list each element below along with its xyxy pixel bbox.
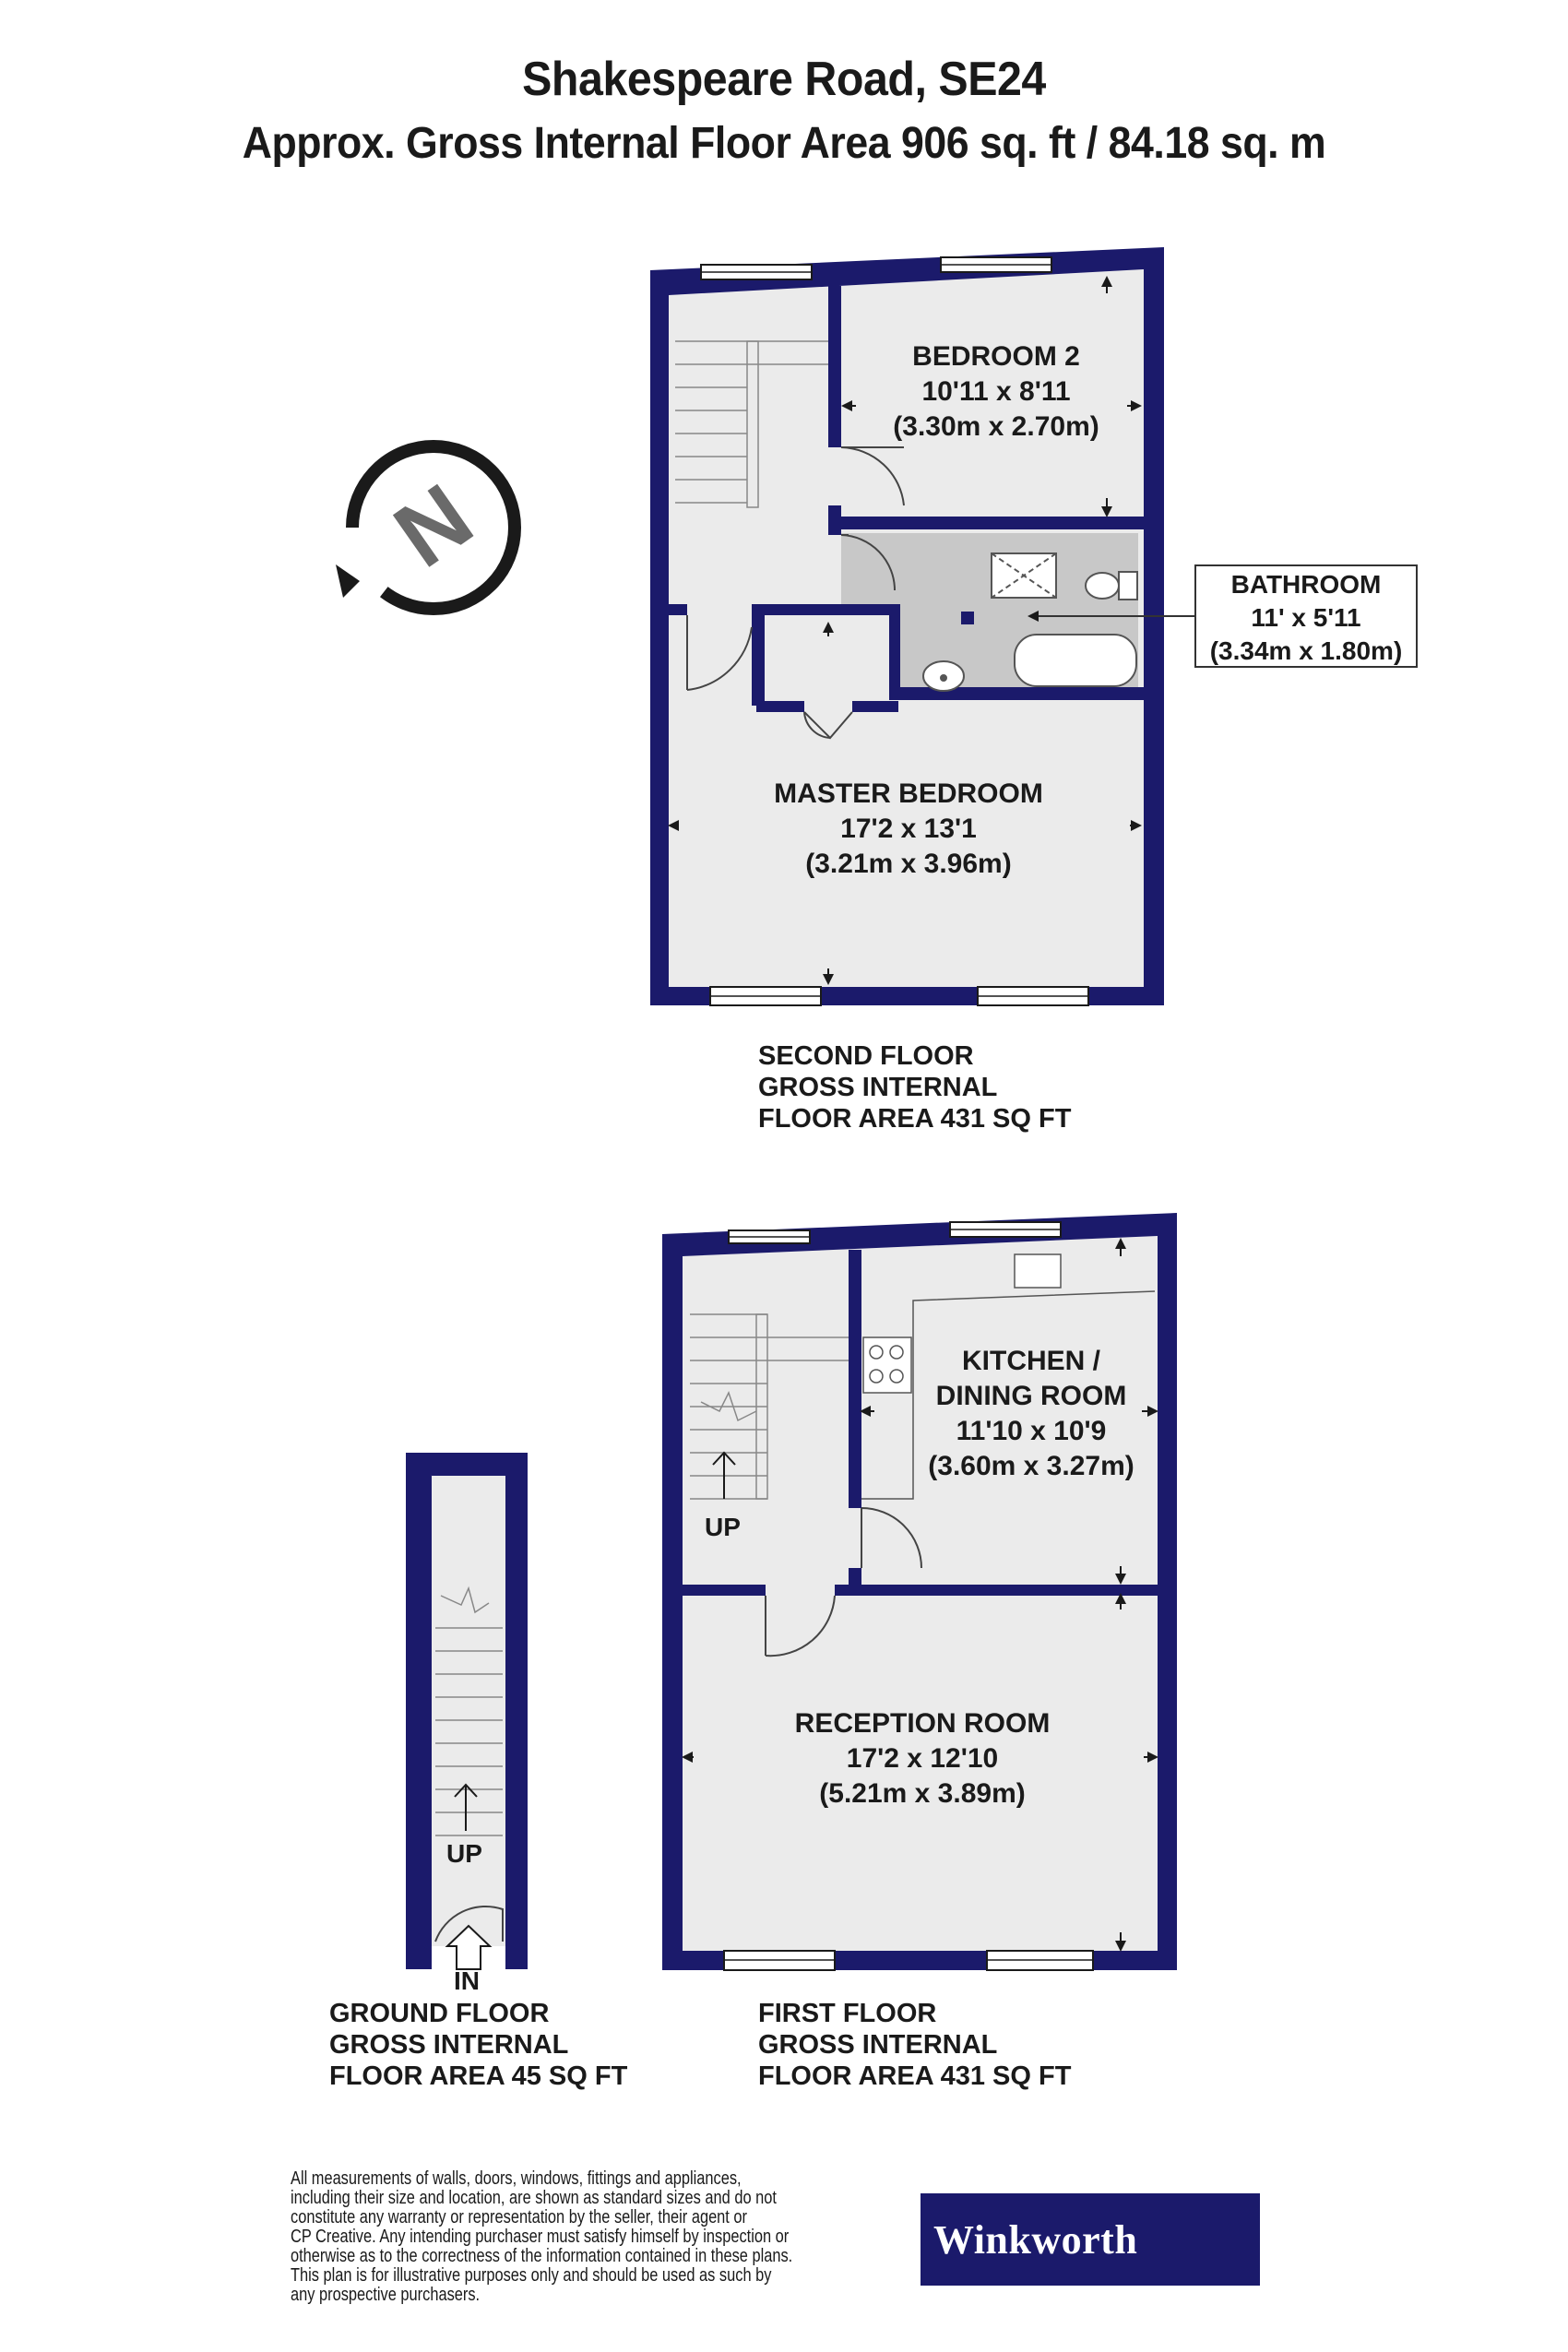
- room-imperial: 17'2 x 13'1: [840, 814, 977, 844]
- bedroom2-label: [893, 339, 1099, 445]
- second-floor-area-label: [758, 1040, 1071, 1134]
- room-metric: (3.34m x 1.80m): [1209, 636, 1403, 665]
- bathroom-label-box: [1194, 564, 1418, 668]
- internal-wall: [756, 701, 804, 712]
- room-name: MASTER BEDROOM: [774, 778, 1043, 809]
- room-imperial: 11' x 5'11: [1251, 603, 1361, 632]
- disclaimer-line: All measurements of walls, doors, windows, fittings and appliances,: [291, 2168, 742, 2189]
- floor-label-line: FLOOR AREA 431 SQ FT: [758, 1104, 1072, 1134]
- door-jamb: [828, 505, 841, 528]
- room-metric: (3.30m x 2.70m): [893, 411, 1099, 442]
- kitchen-dining-label: [928, 1344, 1134, 1484]
- first-floor-plan: [662, 1213, 1177, 1970]
- ground-floor-up-label: UP: [446, 1839, 482, 1868]
- floor-label-line: FIRST FLOOR: [758, 1999, 937, 2028]
- disclaimer-line: CP Creative. Any intending purchaser must satisfy himself by inspection or: [291, 2227, 790, 2247]
- floor-label-line: GROSS INTERNAL: [329, 2030, 569, 2060]
- brand-name: Winkworth: [933, 2216, 1138, 2263]
- ground-floor-area-label: [329, 1998, 627, 2092]
- internal-wall: [752, 604, 765, 706]
- room-metric: (3.21m x 3.96m): [805, 849, 1012, 879]
- floor-label-line: SECOND FLOOR: [758, 1041, 974, 1071]
- internal-wall: [835, 1585, 1158, 1596]
- plan-address-title: Shakespeare Road, SE24: [522, 53, 1046, 106]
- ground-floor-fill: [432, 1476, 505, 1951]
- disclaimer-line: This plan is for illustrative purposes only and should be used as such by: [291, 2265, 772, 2286]
- internal-wall: [828, 517, 1144, 529]
- first-floor-area-label: [758, 1998, 1071, 2092]
- room-imperial: 17'2 x 12'10: [846, 1743, 999, 1774]
- internal-wall: [669, 604, 687, 615]
- toilet: [1086, 573, 1119, 599]
- room-imperial: 10'11 x 8'11: [921, 376, 1071, 407]
- ground-floor-plan: [406, 1453, 528, 1969]
- internal-wall: [852, 701, 898, 712]
- internal-wall: [889, 687, 1144, 700]
- internal-wall: [828, 286, 841, 447]
- room-name: BATHROOM: [1230, 570, 1382, 599]
- plan-area-title: Approx. Gross Internal Floor Area 906 sq. ft / 84.18 sq. m: [242, 119, 1326, 168]
- kitchen-sink: [1015, 1254, 1061, 1288]
- floor-label-line: FLOOR AREA 45 SQ FT: [329, 2061, 628, 2091]
- room-name: RECEPTION ROOM: [794, 1708, 1051, 1739]
- disclaimer-text: [291, 2169, 835, 2305]
- room-metric: (5.21m x 3.89m): [819, 1778, 1026, 1809]
- bathtub: [1015, 635, 1136, 686]
- room-name: BEDROOM 2: [912, 341, 1080, 372]
- skylight-marker: [961, 612, 974, 624]
- internal-wall: [849, 1250, 861, 1508]
- floor-label-line: GROSS INTERNAL: [758, 1073, 998, 1102]
- hob: [863, 1337, 911, 1393]
- room-name: DINING ROOM: [935, 1381, 1127, 1411]
- room-metric: (3.60m x 3.27m): [928, 1451, 1134, 1481]
- room-imperial: 11'10 x 10'9: [956, 1416, 1107, 1446]
- internal-wall: [849, 1568, 861, 1585]
- floor-label-line: GROUND FLOOR: [329, 1999, 550, 2028]
- reception-room-label: [795, 1706, 1051, 1812]
- floor-label-line: FLOOR AREA 431 SQ FT: [758, 2061, 1072, 2091]
- compass-north-letter: N: [376, 464, 491, 588]
- winkworth-logo: [921, 2193, 1260, 2286]
- master-bedroom-label: [774, 777, 1043, 882]
- internal-wall: [752, 604, 900, 615]
- entrance-in-label: IN: [454, 1966, 480, 1995]
- disclaimer-line: including their size and location, are shown as standard sizes and do not: [291, 2188, 777, 2208]
- room-name: KITCHEN /: [962, 1346, 1100, 1376]
- floor-label-line: GROSS INTERNAL: [758, 2030, 998, 2060]
- internal-wall: [889, 604, 900, 700]
- disclaimer-line: otherwise as to the correctness of the information contained in these plans.: [291, 2246, 793, 2266]
- disclaimer-line: constitute any warranty or representation by the seller, their agent or: [291, 2207, 748, 2227]
- first-floor-up-label: UP: [705, 1513, 741, 1541]
- internal-wall: [683, 1585, 766, 1596]
- disclaimer-line: any prospective purchasers.: [291, 2285, 481, 2305]
